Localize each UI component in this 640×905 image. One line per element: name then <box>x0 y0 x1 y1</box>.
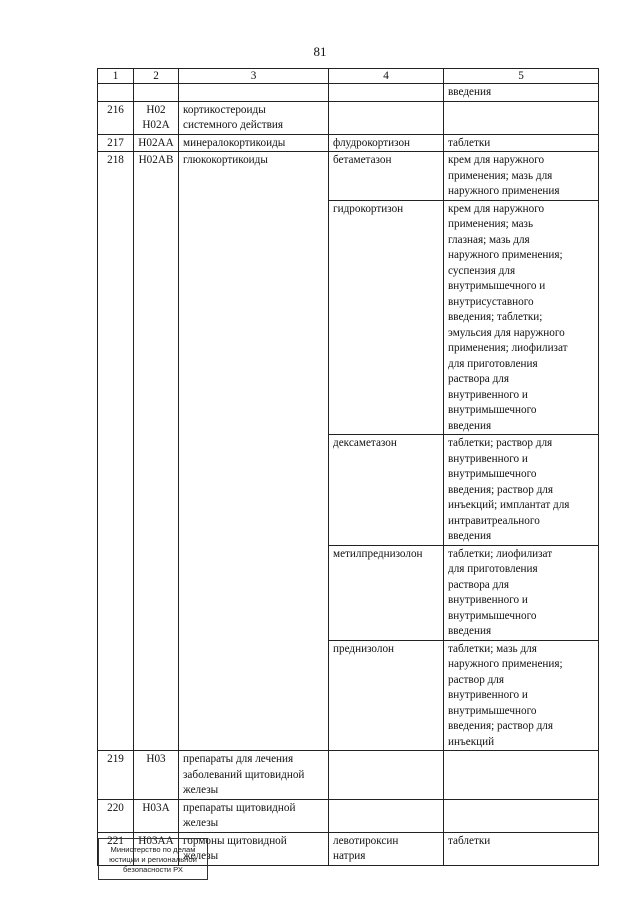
dosage-form-cell: таблетки; лиофилизат для приготовления раствора для внутривенного и внутримышечного введения <box>444 545 599 640</box>
table-row <box>98 101 599 134</box>
table-row <box>98 134 599 152</box>
row-number-cell: 219 <box>98 751 134 800</box>
atc-code-cell: H02AB <box>134 152 179 751</box>
group-name-cell: препараты щитовидной железы <box>179 799 329 832</box>
table-row <box>98 799 599 832</box>
group-name-cell: кортикостероиды системного действия <box>179 101 329 134</box>
dosage-form-cell <box>444 101 599 134</box>
dosage-form-cell <box>444 799 599 832</box>
header-row <box>98 69 599 84</box>
continuation-empty-cell <box>329 84 444 102</box>
page-number: 81 <box>313 44 327 59</box>
continuation-empty-cell <box>98 84 134 102</box>
continuation-empty-cell <box>134 84 179 102</box>
row-number-cell: 221 <box>98 832 134 865</box>
header-cell-4: 4 <box>329 69 444 84</box>
atc-code-cell: H02 H02A <box>134 101 179 134</box>
table-row <box>98 152 599 201</box>
atc-code-cell: H03A <box>134 799 179 832</box>
dosage-form-cell: таблетки; мазь для наружного применения; раствор для внутривенного и внутримышечного введения; раствор для инъекций <box>444 640 599 751</box>
header-cell-2: 2 <box>134 69 179 84</box>
table-body <box>98 69 599 866</box>
continuation-form-cell: введения <box>444 84 599 102</box>
table-row <box>98 751 599 800</box>
atc-code-cell: H03 <box>134 751 179 800</box>
drug-name-cell: преднизолон <box>329 640 444 751</box>
drug-name-cell: бетаметазон <box>329 152 444 201</box>
row-number-cell: 216 <box>98 101 134 134</box>
atc-code-cell: H02AA <box>134 134 179 152</box>
medicines-table <box>97 68 599 866</box>
drug-name-cell: дексаметазон <box>329 435 444 546</box>
drug-name-cell: гидрокортизон <box>329 200 444 435</box>
continuation-empty-cell <box>179 84 329 102</box>
row-number-cell: 220 <box>98 799 134 832</box>
drug-name-cell <box>329 101 444 134</box>
row-number-cell: 217 <box>98 134 134 152</box>
header-cell-5: 5 <box>444 69 599 84</box>
dosage-form-cell: таблетки <box>444 134 599 152</box>
dosage-form-cell: таблетки; раствор для внутривенного и внутримышечного введения; раствор для инъекций; имплантат для интравитреального введения <box>444 435 599 546</box>
dosage-form-cell: крем для наружного применения; мазь для наружного применения <box>444 152 599 201</box>
drug-name-cell: левотироксин натрия <box>329 832 444 865</box>
drug-name-cell: метилпреднизолон <box>329 545 444 640</box>
header-cell-1: 1 <box>98 69 134 84</box>
dosage-form-cell: таблетки <box>444 832 599 865</box>
group-name-cell: гормоны щитовидной железы <box>179 832 329 865</box>
continuation-row <box>98 84 599 102</box>
header-cell-3: 3 <box>179 69 329 84</box>
dosage-form-cell: крем для наружного применения; мазь глазная; мазь для наружного применения; суспензия для внутримышечного и внутрисуставного введения; таблетки; эмульсия для наружного применения; лиофилизат для приготовления раствора для внутривенного и внутримышечного введения <box>444 200 599 435</box>
group-name-cell: минералокортикоиды <box>179 134 329 152</box>
row-number-cell: 218 <box>98 152 134 751</box>
ministry-stamp: Министерство по делам юстиции и региональной безопасности РХ <box>98 838 208 880</box>
drug-name-cell: флудрокортизон <box>329 134 444 152</box>
group-name-cell: препараты для лечения заболеваний щитовидной железы <box>179 751 329 800</box>
atc-code-cell: H03AA <box>134 832 179 865</box>
drug-name-cell <box>329 799 444 832</box>
group-name-cell: глюкокортикоиды <box>179 152 329 751</box>
dosage-form-cell <box>444 751 599 800</box>
drug-name-cell <box>329 751 444 800</box>
